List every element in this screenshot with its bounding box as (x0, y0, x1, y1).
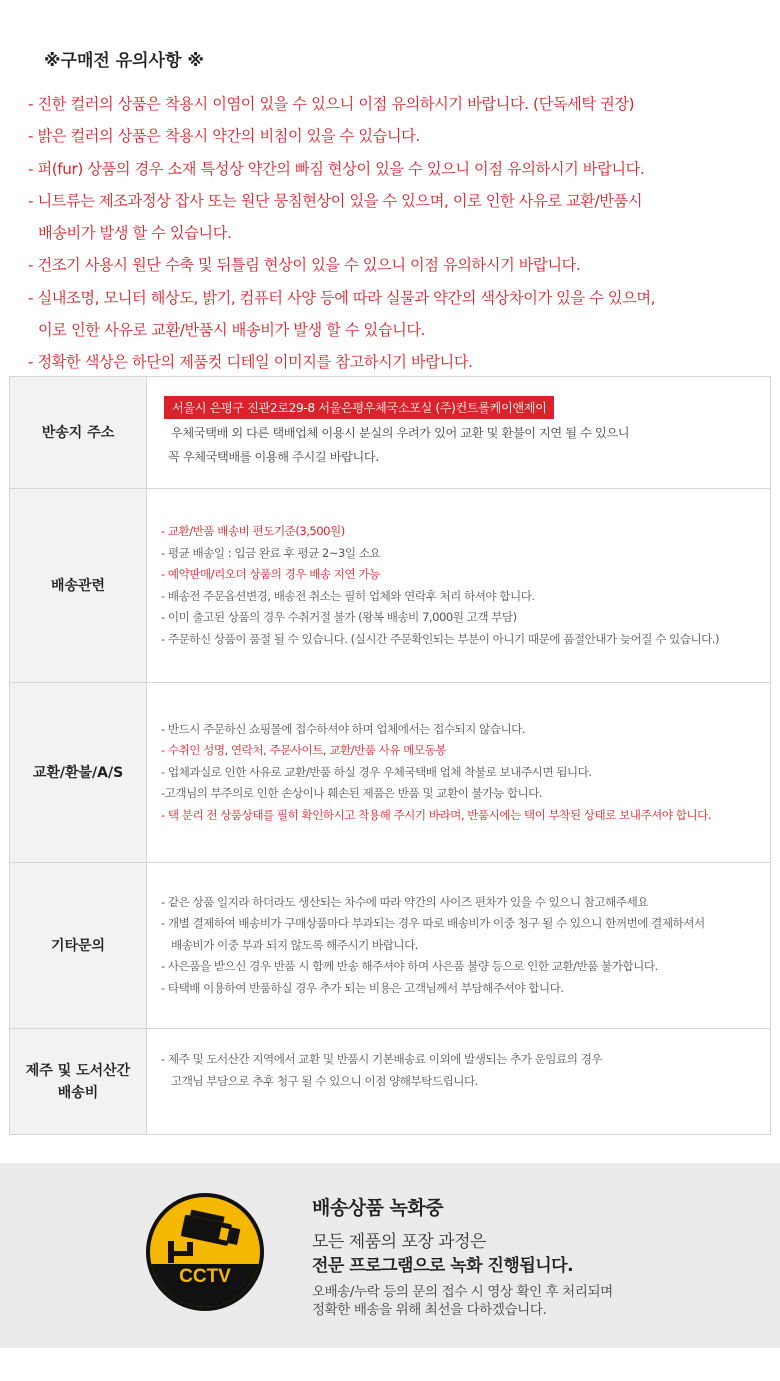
cctv-badge (146, 1193, 264, 1311)
cctv-badge-label: CCTV (179, 1266, 231, 1287)
other-content (147, 863, 771, 1029)
notice-item: - 건조기 사용시 원단 수축 및 뒤틀림 현상이 있을 수 있으니 이점 유의하시기 바랍니다. (28, 256, 581, 275)
other-line: 배송비가 이중 부과 되지 않도록 해주시기 바랍니다. (171, 937, 418, 952)
exchange-line: - 업체과실로 인한 사유로 교환/반품 하실 경우 우체국택배 업체 착불로 보내주시면 됩니다. (161, 764, 592, 779)
shipping-content (147, 489, 771, 683)
jeju-content (147, 1029, 771, 1135)
cctv-note-line: 오배송/누락 등의 문의 접수 시 영상 확인 후 처리되며 (312, 1284, 613, 1300)
cctv-camera-icon (150, 1197, 260, 1307)
notice-item: - 실내조명, 모니터 해상도, 밝기, 컴퓨터 사양 등에 따라 실물과 약간의 색상차이가 있을 수 있으며, (28, 288, 656, 307)
jeju-line: 고객님 부담으로 추후 청구 될 수 있으니 이점 양해부탁드립니다. (171, 1073, 478, 1088)
notice-item: 배송비가 발생 할 수 있습니다. (38, 224, 232, 243)
table-row (10, 489, 771, 683)
notice-item: - 니트류는 제조과정상 잡사 또는 원단 뭉침현상이 있을 수 있으며, 이로 인한 사유로 교환/반품시 (28, 191, 643, 210)
notice-list (28, 88, 768, 379)
return-address-line: 우체국택배 외 다른 택배업체 이용시 분실의 우려가 있어 교환 및 환불이 지연 될 수 있으니 (171, 426, 630, 440)
notice-item: 이로 인한 사유로 교환/반품시 배송비가 발생 할 수 있습니다. (38, 321, 426, 340)
exchange-line: - 택 분리 전 상품상태를 필히 확인하시고 착용해 주시기 바라며, 반품시에는 택이 부착된 상태로 보내주셔야 합니다. (161, 807, 712, 822)
cctv-banner (0, 1163, 780, 1348)
jeju-line: - 제주 및 도서산간 지역에서 교환 및 반품시 기본배송료 이외에 발생되는 추가 운임료의 경우 (161, 1052, 602, 1066)
row-label-jeju-line: 제주 및 도서산간 (25, 1062, 131, 1079)
row-label-exchange: 교환/환불/A/S (10, 683, 147, 863)
exchange-content (147, 683, 771, 863)
shipping-line: - 주문하신 상품이 품절 될 수 있습니다. (실시간 주문확인되는 부분이 아니기 때문에 품절안내가 늦어질 수 있습니다.) (161, 631, 720, 646)
other-line: - 개별 결제하여 배송비가 구매상품마다 부과되는 경우 따로 배송비가 이중 청구 될 수 있으니 한꺼번에 결제하셔서 (161, 916, 705, 931)
shipping-line: - 평균 배송일 : 입금 완료 후 평균 2~3일 소요 (161, 545, 381, 560)
return-address-content (147, 377, 771, 489)
notice-item: - 퍼(fur) 상품의 경우 소재 특성상 약간의 빠짐 현상이 있을 수 있으니 이점 유의하시기 바랍니다. (28, 159, 645, 178)
table-row (10, 863, 771, 1029)
return-address-line: 꼭 우체국택배를 이용해 주시길 바랍니다. (168, 450, 379, 464)
table-row (10, 377, 771, 489)
cctv-title: 배송상품 녹화중 (312, 1197, 444, 1219)
shipping-line: - 배송전 주문옵션변경, 배송전 취소는 필히 업체와 연락후 처리 하셔야 합니다. (161, 588, 535, 603)
notice-item: - 밝은 컬러의 상품은 착용시 약간의 비침이 있을 수 있습니다. (28, 127, 420, 146)
table-row (10, 683, 771, 863)
purchase-notice (0, 0, 780, 370)
row-label-return-address: 반송지 주소 (10, 377, 147, 489)
shipping-line: - 교환/반품 배송비 편도기준(3,500원) (161, 524, 345, 538)
cctv-note-line: 정확한 배송을 위해 최선을 다하겠습니다. (312, 1302, 547, 1318)
cctv-line1: 모든 제품의 포장 과정은 (312, 1232, 486, 1252)
return-address-highlight: 서울시 은평구 진관2로29-8 서울은평우체국소포실 (주)컨트롤케이앤제이 (164, 396, 554, 419)
exchange-line: -고객님의 부주의로 인한 손상이나 훼손된 제품은 반품 및 교환이 불가능 합니다. (161, 786, 543, 801)
other-line: - 같은 상품 일지라 하더라도 생산되는 차수에 따라 약간의 사이즈 편차가 있을 수 있으니 참고해주세요 (161, 894, 648, 909)
cctv-line2: 전문 프로그램으로 녹화 진행됩니다. (312, 1256, 574, 1276)
cctv-note (312, 1283, 613, 1319)
exchange-line: - 수취인 성명, 연락처, 주문사이트, 교환/반품 사유 메모동봉 (161, 743, 447, 758)
notice-item: - 진한 컬러의 상품은 착용시 이염이 있을 수 있으니 이점 유의하시기 바랍니다. (단독세탁 권장) (28, 95, 635, 113)
shipping-line: - 이미 출고된 상품의 경우 수취거절 불가 (왕복 배송비 7,000원 고객 부담) (161, 610, 517, 624)
info-table (9, 376, 771, 1135)
shipping-line: - 예약판매/리오더 상품의 경우 배송 지연 가능 (161, 567, 380, 581)
row-label-shipping: 배송관련 (10, 489, 147, 683)
table-row (10, 1029, 771, 1135)
row-label-other: 기타문의 (10, 863, 147, 1029)
notice-item: - 정확한 색상은 하단의 제품컷 디테일 이미지를 참고하시기 바랍니다. (28, 353, 473, 372)
other-line: - 사은품을 받으신 경우 반품 시 함께 반송 해주셔야 하며 사은품 불량 등으로 인한 교환/반품 불가합니다. (161, 959, 658, 974)
exchange-line: - 반드시 주문하신 쇼핑몰에 접수하셔야 하며 업체에서는 접수되지 않습니다. (161, 721, 526, 736)
row-label-jeju (10, 1029, 147, 1135)
notice-title: ※구매전 유의사항 ※ (44, 51, 204, 71)
row-label-jeju-line: 배송비 (57, 1084, 99, 1101)
other-line: - 타택배 이용하여 반품하실 경우 추가 되는 비용은 고객님께서 부담해주셔야 합니다. (161, 980, 564, 995)
